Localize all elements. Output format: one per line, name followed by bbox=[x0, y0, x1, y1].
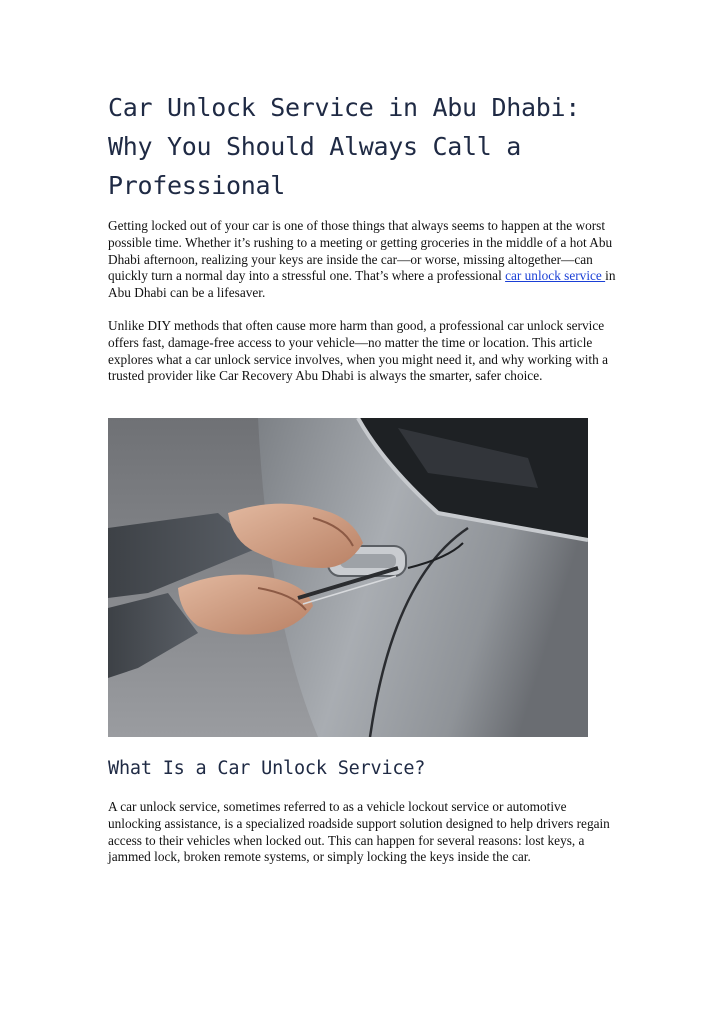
intro-paragraph bbox=[108, 218, 618, 302]
article-title: Car Unlock Service in Abu Dhabi: Why You Should Always Call a Professional bbox=[108, 93, 581, 200]
car-lockout-photo bbox=[108, 418, 588, 737]
intro-text-start: Getting locked out of your car is one of those things that always seems to happen at the worst possible time. Whether it’s rushing to a meeting or getting groceries in the middle of a hot Abu Dhabi afternoon, realizing your keys are inside the car—or worse, missing altogether—can quickly turn a normal day into a stressful one. That’s where a professional bbox=[108, 218, 613, 284]
car-unlock-service-link[interactable]: car unlock service bbox=[505, 268, 606, 284]
intro-text-end: in Abu Dhabi can be a lifesaver. bbox=[108, 268, 616, 301]
second-paragraph: Unlike DIY methods that often cause more harm than good, a professional car unlock service offers fast, damage-free access to your vehicle—no matter the time or location. This article explores what a car unlock service involves, when you might need it, and why working with a trusted provider like Car Recovery Abu Dhabi is always the smarter, safer choice. bbox=[108, 318, 608, 384]
section-paragraph: A car unlock service, sometimes referred to as a vehicle lockout service or automotive unlocking assistance, is a specialized roadside support solution designed to help drivers regain access to their vehicles when locked out. This can happen for several reasons: lost keys, a jammed lock, broken remote systems, or simply locking the keys inside the car. bbox=[108, 799, 610, 865]
section-heading: What Is a Car Unlock Service? bbox=[108, 758, 426, 779]
